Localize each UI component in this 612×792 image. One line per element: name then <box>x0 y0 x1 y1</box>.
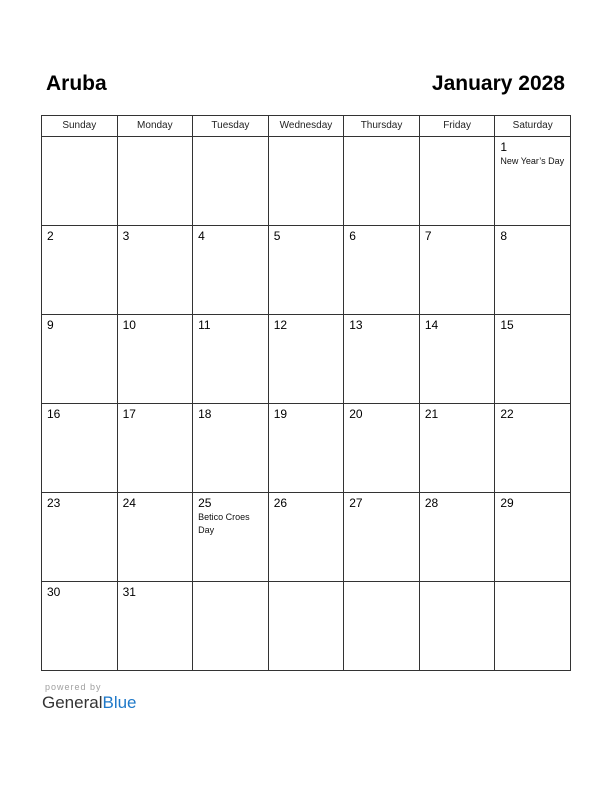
day-number: 14 <box>424 318 439 332</box>
day-number: 15 <box>500 318 514 332</box>
day-cell <box>193 315 269 404</box>
day-cell <box>268 226 344 315</box>
day-cell <box>117 493 193 582</box>
day-number: 4 <box>198 229 205 243</box>
weekday-tuesday: Tuesday <box>193 116 269 137</box>
day-cell <box>419 315 495 404</box>
day-cell <box>193 582 269 671</box>
day-number: 19 <box>273 407 288 421</box>
day-cell <box>117 137 193 226</box>
day-cell <box>268 493 344 582</box>
brand-blue-text: Blue <box>102 693 137 712</box>
day-cell <box>42 582 118 671</box>
day-number: 25 <box>198 496 212 510</box>
weekday-saturday: Saturday <box>495 116 571 137</box>
day-number: 28 <box>424 496 439 510</box>
week-row <box>42 493 571 582</box>
day-number: 20 <box>349 407 363 421</box>
day-cell <box>42 493 118 582</box>
day-cell <box>419 404 495 493</box>
day-cell <box>495 404 571 493</box>
day-number: 24 <box>122 496 136 510</box>
month-year-title: January 2028 <box>431 72 565 95</box>
day-cell <box>42 315 118 404</box>
day-cell <box>268 404 344 493</box>
holiday-label: New Year’s Day <box>500 156 565 166</box>
day-cell <box>42 226 118 315</box>
day-cell <box>117 582 193 671</box>
day-cell <box>495 582 571 671</box>
day-cell <box>344 404 420 493</box>
day-number: 9 <box>47 318 54 332</box>
weekday-sunday: Sunday <box>42 116 118 137</box>
day-number: 3 <box>122 229 130 243</box>
day-cell <box>344 137 420 226</box>
weekday-thursday: Thursday <box>344 116 420 137</box>
week-row <box>42 226 571 315</box>
day-number: 31 <box>122 585 136 599</box>
day-number: 12 <box>273 318 288 332</box>
day-number: 10 <box>122 318 136 332</box>
day-cell <box>117 404 193 493</box>
day-number: 26 <box>273 496 288 510</box>
day-cell <box>42 137 118 226</box>
week-row <box>42 315 571 404</box>
day-number: 11 <box>198 318 211 332</box>
day-cell <box>344 226 420 315</box>
week-row <box>42 404 571 493</box>
day-number: 30 <box>47 585 61 599</box>
weekday-header-row <box>42 116 571 137</box>
day-cell <box>193 493 269 582</box>
calendar-body <box>42 137 571 671</box>
day-number: 21 <box>424 407 439 421</box>
day-cell <box>117 315 193 404</box>
day-number: 17 <box>122 407 136 421</box>
day-number: 6 <box>349 229 356 243</box>
day-number: 29 <box>500 496 514 510</box>
day-cell <box>419 493 495 582</box>
day-cell <box>495 137 571 226</box>
day-cell <box>419 582 495 671</box>
calendar-grid <box>41 115 571 671</box>
day-cell <box>344 315 420 404</box>
day-number: 13 <box>349 318 363 332</box>
day-number: 16 <box>47 407 61 421</box>
day-cell <box>344 493 420 582</box>
day-cell <box>344 582 420 671</box>
week-row <box>42 137 571 226</box>
day-number: 22 <box>500 407 514 421</box>
generalblue-logo <box>42 693 137 713</box>
day-number: 27 <box>349 496 363 510</box>
day-cell <box>193 137 269 226</box>
day-number: 8 <box>500 229 508 243</box>
day-cell <box>42 404 118 493</box>
day-cell <box>419 226 495 315</box>
country-title: Aruba <box>46 72 107 95</box>
week-row <box>42 582 571 671</box>
weekday-wednesday: Wednesday <box>268 116 344 137</box>
day-cell <box>193 226 269 315</box>
day-cell <box>495 493 571 582</box>
brand-general-text: General <box>42 693 103 712</box>
day-number: 2 <box>47 229 54 243</box>
holiday-label: Betico Croes Day <box>198 512 250 535</box>
day-cell <box>268 137 344 226</box>
day-cell <box>268 582 344 671</box>
day-number: 1 <box>500 140 508 154</box>
weekday-friday: Friday <box>419 116 495 137</box>
day-cell <box>193 404 269 493</box>
day-number: 5 <box>273 229 281 243</box>
day-number: 23 <box>47 496 61 510</box>
day-number: 18 <box>198 407 212 421</box>
day-cell <box>117 226 193 315</box>
day-cell <box>495 315 571 404</box>
powered-by-label: powered by <box>45 682 102 692</box>
day-cell <box>419 137 495 226</box>
weekday-monday: Monday <box>117 116 193 137</box>
day-cell <box>268 315 344 404</box>
day-cell <box>495 226 571 315</box>
day-number: 7 <box>424 229 432 243</box>
